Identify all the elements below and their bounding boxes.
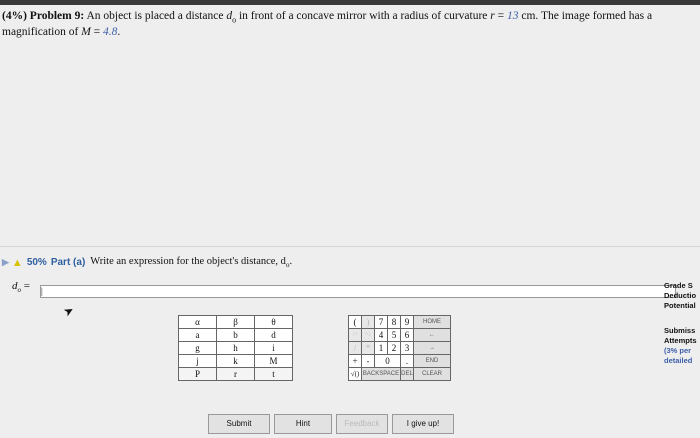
key-4[interactable]: 4 <box>375 329 388 342</box>
key-t[interactable]: t <box>255 368 293 381</box>
key-a[interactable]: a <box>179 329 217 342</box>
M-value: 4.8 <box>103 26 118 39</box>
problem-label: Problem 9: <box>29 10 85 22</box>
key-r[interactable]: r <box>217 368 255 381</box>
feedback-button[interactable]: Feedback <box>336 414 388 434</box>
key-close-paren[interactable]: ) <box>362 316 375 329</box>
key-multiply[interactable]: * <box>362 342 375 355</box>
key-del[interactable]: DEL <box>401 368 414 381</box>
hint-button[interactable]: Hint <box>274 414 332 434</box>
key-P[interactable]: P <box>179 368 217 381</box>
problem-text-3: cm. The image formed has a magnification of <box>2 10 653 39</box>
key-d[interactable]: d <box>255 329 293 342</box>
var-do: d <box>226 10 233 22</box>
key-sqrt[interactable]: √() <box>349 368 362 381</box>
var-M: M <box>81 26 91 39</box>
key-plus[interactable]: + <box>349 355 362 368</box>
key-home[interactable]: HOME <box>414 316 451 329</box>
problem-text-2: in front of a concave mirror with a radius of curvature <box>238 10 488 22</box>
key-6[interactable]: 6 <box>401 329 414 342</box>
key-divide[interactable]: / <box>349 342 362 355</box>
part-prompt-sub: o <box>285 261 290 270</box>
period: . <box>117 26 121 39</box>
problem-text-1: An object is placed a distance <box>86 10 224 22</box>
answer-label <box>12 280 30 294</box>
answer-input[interactable]: | <box>40 285 676 298</box>
key-open-paren[interactable]: ( <box>349 316 362 329</box>
key-j[interactable]: j <box>179 355 217 368</box>
key-8[interactable]: 8 <box>388 316 401 329</box>
key-b[interactable]: b <box>217 329 255 342</box>
answer-sub: o <box>17 286 21 295</box>
part-percent: 50% <box>26 257 47 269</box>
detailed-link[interactable]: detailed <box>664 356 693 365</box>
grade-summary-label: Grade S <box>664 281 693 290</box>
key-backspace[interactable]: BACKSPACE <box>362 368 401 381</box>
key-right[interactable]: → <box>414 342 451 355</box>
mouse-pointer-icon: ➤ <box>60 302 77 320</box>
key-g[interactable]: g <box>179 342 217 355</box>
key-0[interactable]: 0 <box>375 355 401 368</box>
answer-eq: = <box>21 280 30 292</box>
top-bar <box>0 0 700 5</box>
key-M[interactable]: M <box>255 355 293 368</box>
key-up-power[interactable]: ↑^ <box>349 329 362 342</box>
key-k[interactable]: k <box>217 355 255 368</box>
key-left[interactable]: ← <box>414 329 451 342</box>
part-prompt-text: Write an expression for the object's distance, d <box>90 256 286 267</box>
warning-icon: ▲ <box>11 256 23 269</box>
attempts-label: Attempts <box>664 336 697 345</box>
key-down-power[interactable]: ^↓ <box>362 329 375 342</box>
part-prompt <box>90 256 292 269</box>
deductions-label: Deductio <box>664 291 697 300</box>
problem-weight: (4%) <box>2 10 27 22</box>
number-keypad <box>348 315 451 381</box>
var-r: r <box>490 10 495 22</box>
give-up-button[interactable]: I give up! <box>392 414 454 434</box>
eq-sign: = <box>494 10 507 22</box>
per-attempt-link[interactable]: (3% per <box>664 346 692 355</box>
key-theta[interactable]: θ <box>255 316 293 329</box>
key-minus[interactable]: - <box>362 355 375 368</box>
problem-statement <box>2 10 692 39</box>
part-header <box>2 256 292 269</box>
key-dot[interactable]: . <box>401 355 414 368</box>
key-5[interactable]: 5 <box>388 329 401 342</box>
r-value: 13 <box>507 10 519 22</box>
key-end[interactable]: END <box>414 355 451 368</box>
divider <box>0 246 700 247</box>
variable-keypad <box>178 315 293 381</box>
key-1[interactable]: 1 <box>375 342 388 355</box>
submit-button[interactable]: Submit <box>208 414 270 434</box>
key-9[interactable]: 9 <box>401 316 414 329</box>
key-7[interactable]: 7 <box>375 316 388 329</box>
key-i[interactable]: i <box>255 342 293 355</box>
key-beta[interactable]: β <box>217 316 255 329</box>
key-h[interactable]: h <box>217 342 255 355</box>
expand-arrow-icon[interactable]: ▶ <box>2 257 9 268</box>
submissions-label: Submiss <box>664 326 696 335</box>
answer-var: d <box>12 280 18 292</box>
part-label: Part (a) <box>50 257 86 269</box>
eq-sign-2: = <box>90 26 104 39</box>
var-do-sub: o <box>232 15 237 25</box>
key-2[interactable]: 2 <box>388 342 401 355</box>
key-3[interactable]: 3 <box>401 342 414 355</box>
potential-label: Potential <box>664 301 696 310</box>
key-alpha[interactable]: α <box>179 316 217 329</box>
key-clear[interactable]: CLEAR <box>414 368 451 381</box>
part-prompt-end: . <box>289 256 293 267</box>
